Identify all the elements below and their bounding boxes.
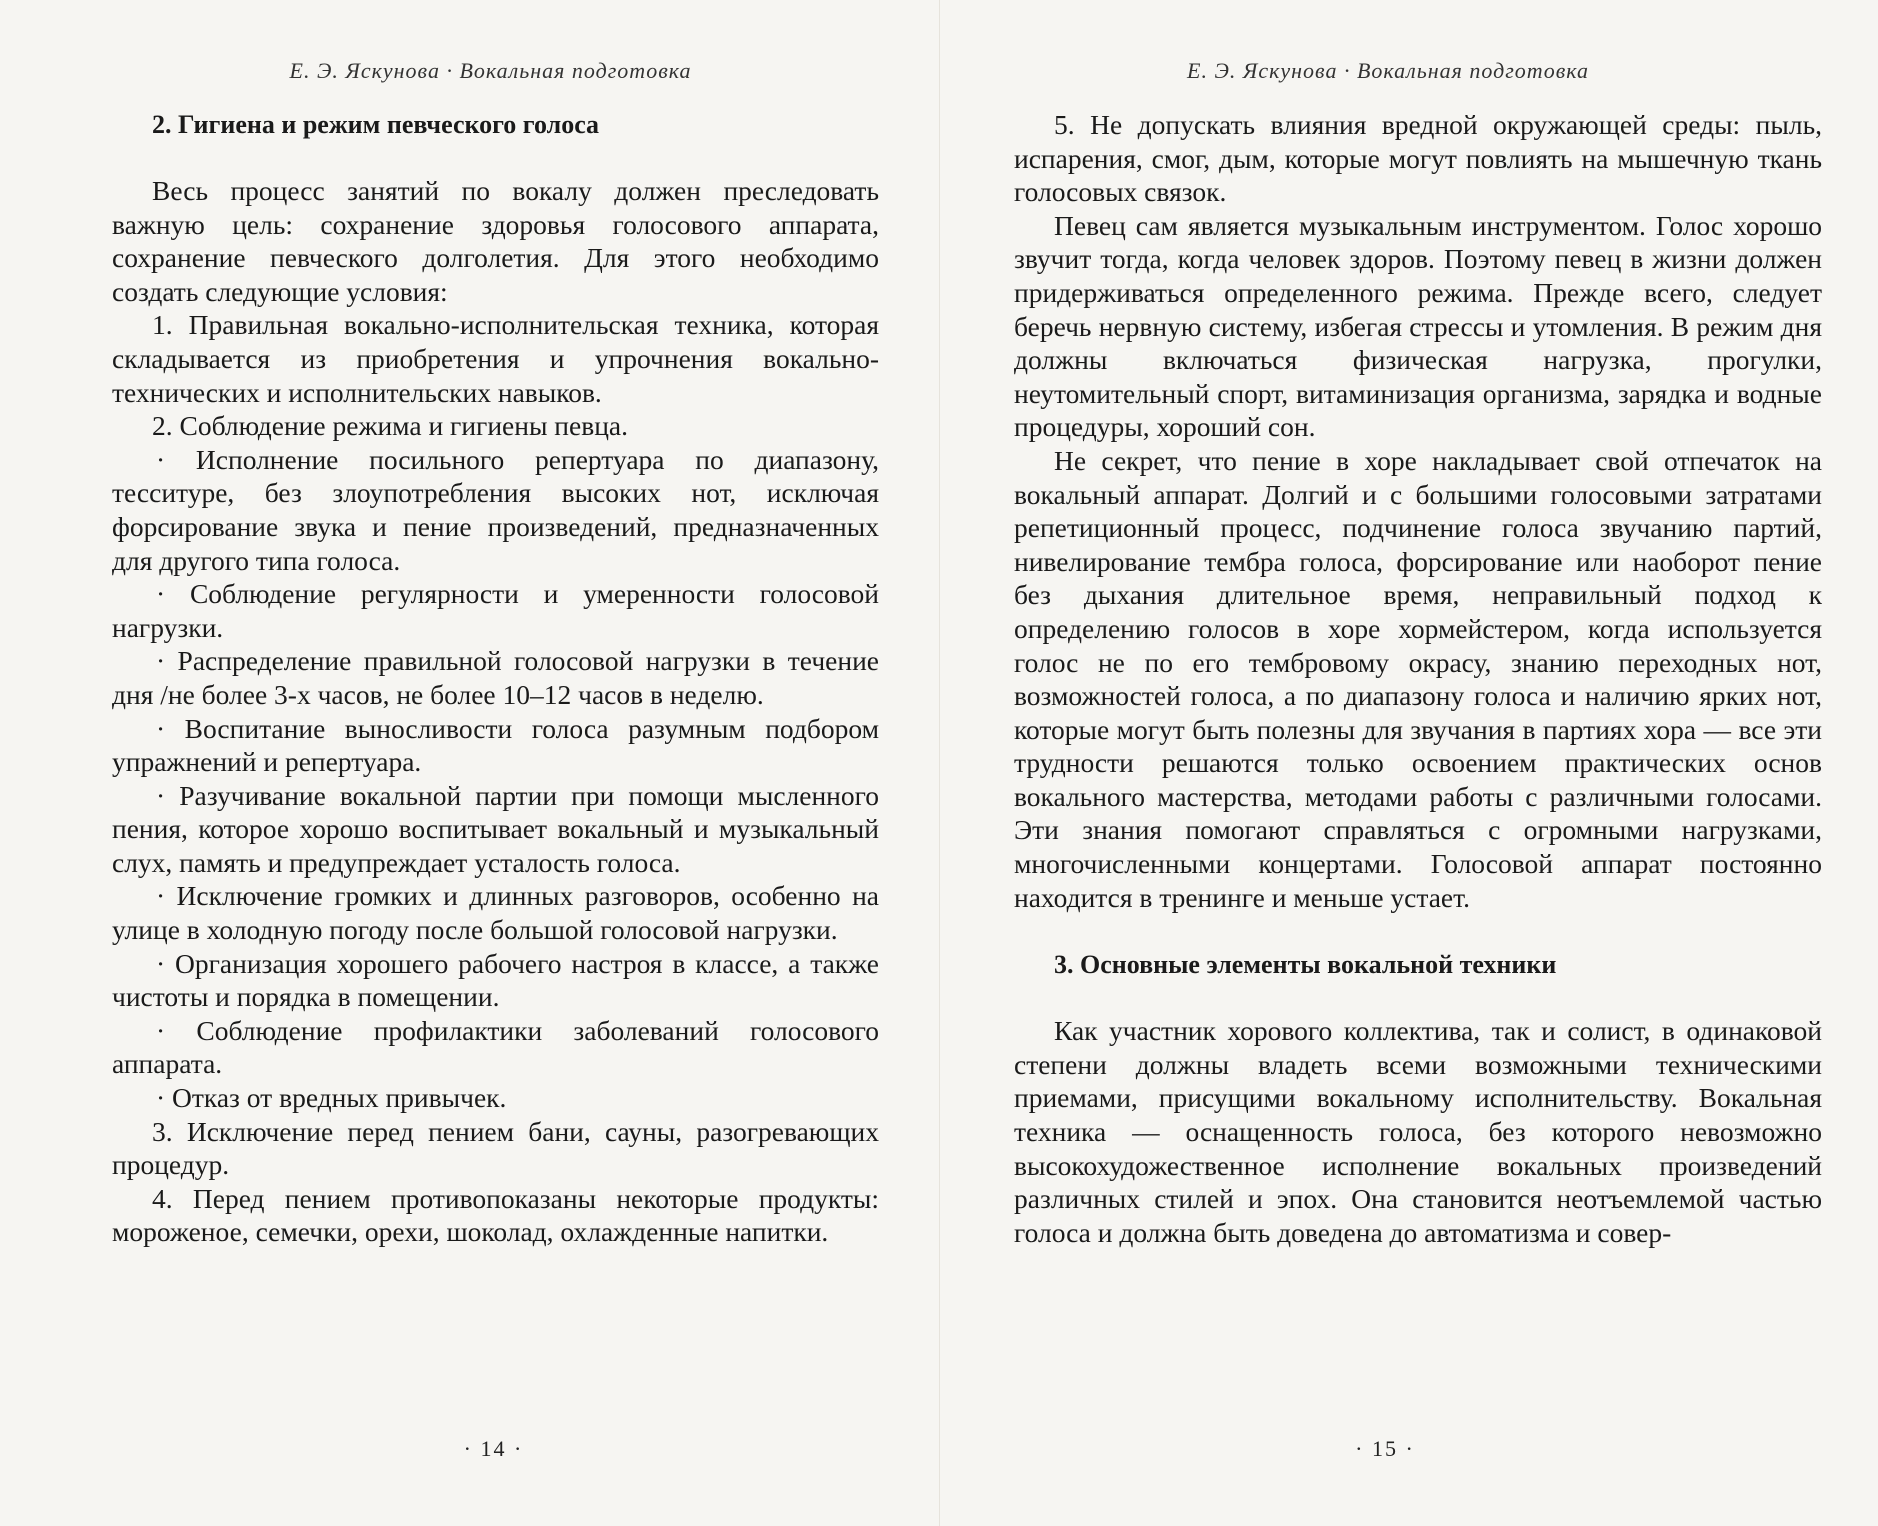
bullet-item: · Соблюдение профилактики заболеваний голосового аппарата. [112, 1014, 879, 1080]
list-item: 3. Исключение перед пением бани, сауны, разогревающих процедур. [112, 1115, 879, 1181]
list-item: 1. Правильная вокально-исполнительская техника, которая складывается из приобретения и упрочнения вокально-технических и исполнительских навыков. [112, 309, 879, 408]
paragraph: Певец сам является музыкальным инструментом. Голос хорошо звучит тогда, когда человек здоров. Поэтому певец в жизни должен придерживаться определенного режима. Прежде всего, следует беречь нервную систему, избегая стрессы и утомления. В режим дня должны включаться физическая нагрузка, прогулки, неутомительный спорт, витаминизация организма, зарядка и водные процедуры, хороший сон. [1014, 209, 1822, 443]
bullet-item: · Соблюдение регулярности и умеренности голосовой нагрузки. [112, 578, 879, 643]
bullet-item: · Организация хорошего рабочего настроя в классе, а также чистоты и порядка в помещении. [112, 947, 879, 1013]
running-head-right: Е. Э. Яскунова · Вокальная подготовка [1187, 58, 1589, 83]
list-item: 2. Соблюдение режима и гигиены певца. [152, 410, 629, 442]
page-number-right: · 15 · [1355, 1436, 1415, 1461]
section-heading-technique: 3. Основные элементы вокальной техники [1054, 950, 1557, 980]
bullet-item: · Исключение громких и длинных разговоров, особенно на улице в холодную погоду после большой голосовой нагрузки. [112, 880, 879, 946]
bullet-item: · Исполнение посильного репертуара по диапазону, тесситуре, без злоупотребления высоких нот, исключая форсирование звука и пение произведений, предназначенных для другого типа голоса. [112, 443, 879, 576]
running-head-left: Е. Э. Яскунова · Вокальная подготовка [289, 58, 692, 83]
right-page [939, 0, 1878, 1526]
bullet-item: · Отказ от вредных привычек. [156, 1082, 507, 1114]
page-number-left: · 14 · [463, 1436, 524, 1461]
paragraph: Как участник хорового коллектива, так и солист, в одинаковой степени должны владеть всеми возможными техническими приемами, присущими вокальному исполнительству. Вокальная техника — оснащенность голоса, без которого невозможно высокохудожественное исполнение вокальных произведений различных стилей и эпох. Она становится неотъемлемой частью голоса и должна быть доведена до автоматизма и совер- [1014, 1015, 1822, 1248]
paragraph: Весь процесс занятий по вокалу должен преследовать важную цель: сохранение здоровья голосового аппарата, сохранение певческого долголетия. Для этого необходимо создать следующие условия: [112, 175, 879, 307]
list-item: 4. Перед пением противопоказаны некоторые продукты: мороженое, семечки, орехи, шоколад, охлажденные напитки. [112, 1182, 879, 1248]
bullet-item: · Разучивание вокальной партии при помощи мысленного пения, которое хорошо воспитывает вокальный и музыкальный слух, память и предупреждает усталость голоса. [112, 779, 879, 878]
right-page-body [1014, 108, 1822, 1249]
bullet-item: · Воспитание выносливости голоса разумным подбором упражнений и репертуара. [112, 712, 879, 778]
list-item: 5. Не допускать влияния вредной окружающей среды: пыль, испарения, смог, дым, которые могут повлиять на мышечную ткань голосовых связок. [1014, 109, 1822, 208]
section-heading-hygiene: 2. Гигиена и режим певческого голоса [152, 110, 600, 139]
paragraph: Не секрет, что пение в хоре накладывает свой отпечаток на вокальный аппарат. Долгий и с большими голосовыми затратами репетиционный процесс, подчинение голоса звучанию партий, нивелирование тембра голоса, форсирование или наоборот пение без дыхания длительное время, неправильный подход к определению голосов в хоре хормейстером, когда используется голос не по его тембровому окрасу, знанию переходных нот, возможностей голоса, а по диапазону голоса и наличию ярких нот, которые могут быть полезны для звучания в партиях хора — все эти трудности решаются только освоением практических основ вокального мастерства, методами работы с различными голосами. Эти знания помогают справляться с огромными нагрузками, многочисленными концертами. Голосовой аппарат постоянно находится в тренинге и меньше устает. [1014, 444, 1822, 913]
bullet-item: · Распределение правильной голосовой нагрузки в течение дня /не более 3-х часов, не более 10–12 часов в неделю. [112, 645, 879, 710]
left-page-body [112, 108, 879, 1249]
